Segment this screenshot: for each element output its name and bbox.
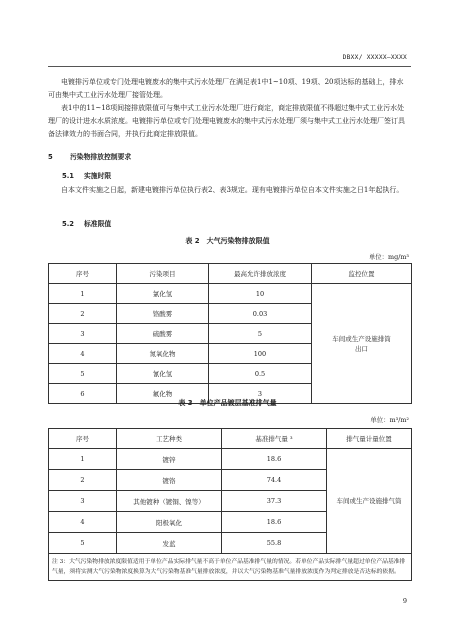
table-cell: 2: [49, 304, 117, 324]
document-code: DBXX/ XXXXX—XXXX: [342, 54, 407, 61]
table-cell: 4: [49, 512, 117, 533]
page-number: 9: [402, 597, 407, 605]
table-cell: 阳极氧化: [117, 512, 222, 533]
table-2-caption: 表 2 大气污染物排放限值: [185, 237, 270, 245]
table-cell: 4: [49, 344, 117, 364]
table-cell: 0.5: [209, 364, 312, 384]
intro-paragraph-2: 表1中的11~18项间接排放限值可与集中式工业污水处理厂进行商定，商定排放限值不得超过集中式工业污水处理厂的设计进水水质浓度。电镀排污单位或专门处理电镀废水的集中式污水处理厂须与集中式工业污水处理厂签订具备法律效力的书面合同，并执行此商定排放限值。: [48, 104, 405, 138]
table-3-header-cell: 基准排气量 ³: [222, 429, 327, 449]
table-cell: 0.03: [209, 304, 312, 324]
table-cell: 6: [49, 384, 117, 404]
table-2-header-cell: 监控位置: [312, 264, 412, 284]
table-cell: 氯化氢: [117, 284, 209, 304]
table-cell: 5: [209, 324, 312, 344]
section-5-2-heading: [62, 218, 111, 228]
table-2-unit: 单位：mg/m³: [368, 253, 409, 261]
table-3-unit: 单位：m³/m²: [370, 416, 409, 424]
table-cell: 37.3: [222, 491, 327, 512]
table-cell: 18.6: [222, 449, 327, 470]
table-cell: 氟化物: [117, 384, 209, 404]
table-3-metering-location: 车间或生产设施排气筒: [327, 449, 412, 554]
table-cell: 5: [49, 364, 117, 384]
table-cell: 发蓝: [117, 533, 222, 554]
table-cell: 氮氧化物: [117, 344, 209, 364]
table-cell: 铬酸雾: [117, 304, 209, 324]
table-cell: 10: [209, 284, 312, 304]
table-cell: 55.8: [222, 533, 327, 554]
intro-text: [48, 76, 410, 141]
table-3-header-row: [49, 429, 412, 449]
table-cell: 氰化氢: [117, 364, 209, 384]
table-cell: 其他镀种（镀铜、镍等）: [117, 491, 222, 512]
table-cell: 2: [49, 470, 117, 491]
section-5-2-number: 5.2: [62, 220, 75, 228]
section-5-number: 5: [48, 153, 53, 161]
table-cell: 镀铬: [117, 470, 222, 491]
table-2-header-cell: 污染项目: [117, 264, 209, 284]
table-cell: 5: [49, 533, 117, 554]
table-2-emission-limits: [48, 263, 412, 404]
table-cell: 74.4: [222, 470, 327, 491]
table-2-header-cell: 最高允许排放浓度: [209, 264, 312, 284]
table-3-caption: 表 3 单位产品镀层基准排气量: [178, 399, 277, 407]
table-cell: 硫酸雾: [117, 324, 209, 344]
table-cell: 100: [209, 344, 312, 364]
section-5-1-number: 5.1: [62, 172, 75, 180]
table-2-header-row: [49, 264, 412, 284]
table-cell: 3: [49, 324, 117, 344]
section-5-heading: [48, 151, 131, 161]
table-cell: 3: [209, 384, 312, 404]
table-cell: 3: [49, 491, 117, 512]
section-5-1-text: [48, 184, 410, 197]
table-3-note: 注 3：大气污染物排放浓度限值适用于单位产品实际排气量不高于单位产品基准排气量的情况。若单位产品实际排气量超过单位产品基准排气量，须将实测大气污染物浓度换算为大气污染物基准气量排放浓度，并以大气污染物基准气量排放浓度作为判定排放是否达标的依据。: [49, 554, 412, 581]
table-3-header-cell: 工艺种类: [117, 429, 222, 449]
section-5-1-heading: [62, 170, 111, 180]
table-cell: 1: [49, 284, 117, 304]
table-cell: 镀锌: [117, 449, 222, 470]
table-2-monitoring-location: 车间或生产设施排筒出口: [312, 284, 412, 404]
table-row: [49, 449, 412, 470]
table-cell: 18.6: [222, 512, 327, 533]
section-5-2-title: 标准限值: [84, 220, 112, 228]
table-3-note-row: [49, 554, 412, 581]
intro-paragraph-1: 电镀排污单位或专门处理电镀废水的集中式污水处理厂在满足表1中1~10项、19项、20项达标的基础上，排水可由集中式工业污水处理厂接管处理。: [48, 78, 404, 99]
table-3-header-cell: 排气量计量位置: [327, 429, 412, 449]
table-row: [49, 284, 412, 304]
section-5-1-title: 实施时限: [84, 172, 112, 180]
table-3-reference-exhaust: [48, 428, 412, 581]
table-3-header-cell: 序号: [49, 429, 117, 449]
table-cell: 1: [49, 449, 117, 470]
section-5-title: 污染物排放控制要求: [70, 153, 132, 161]
table-2-header-cell: 序号: [49, 264, 117, 284]
header-divider: [48, 66, 411, 67]
section-5-1-paragraph: 自本文件实施之日起，新建电镀排污单位执行表2、表3规定。现有电镀排污单位自本文件实施之日1年起执行。: [61, 186, 404, 194]
